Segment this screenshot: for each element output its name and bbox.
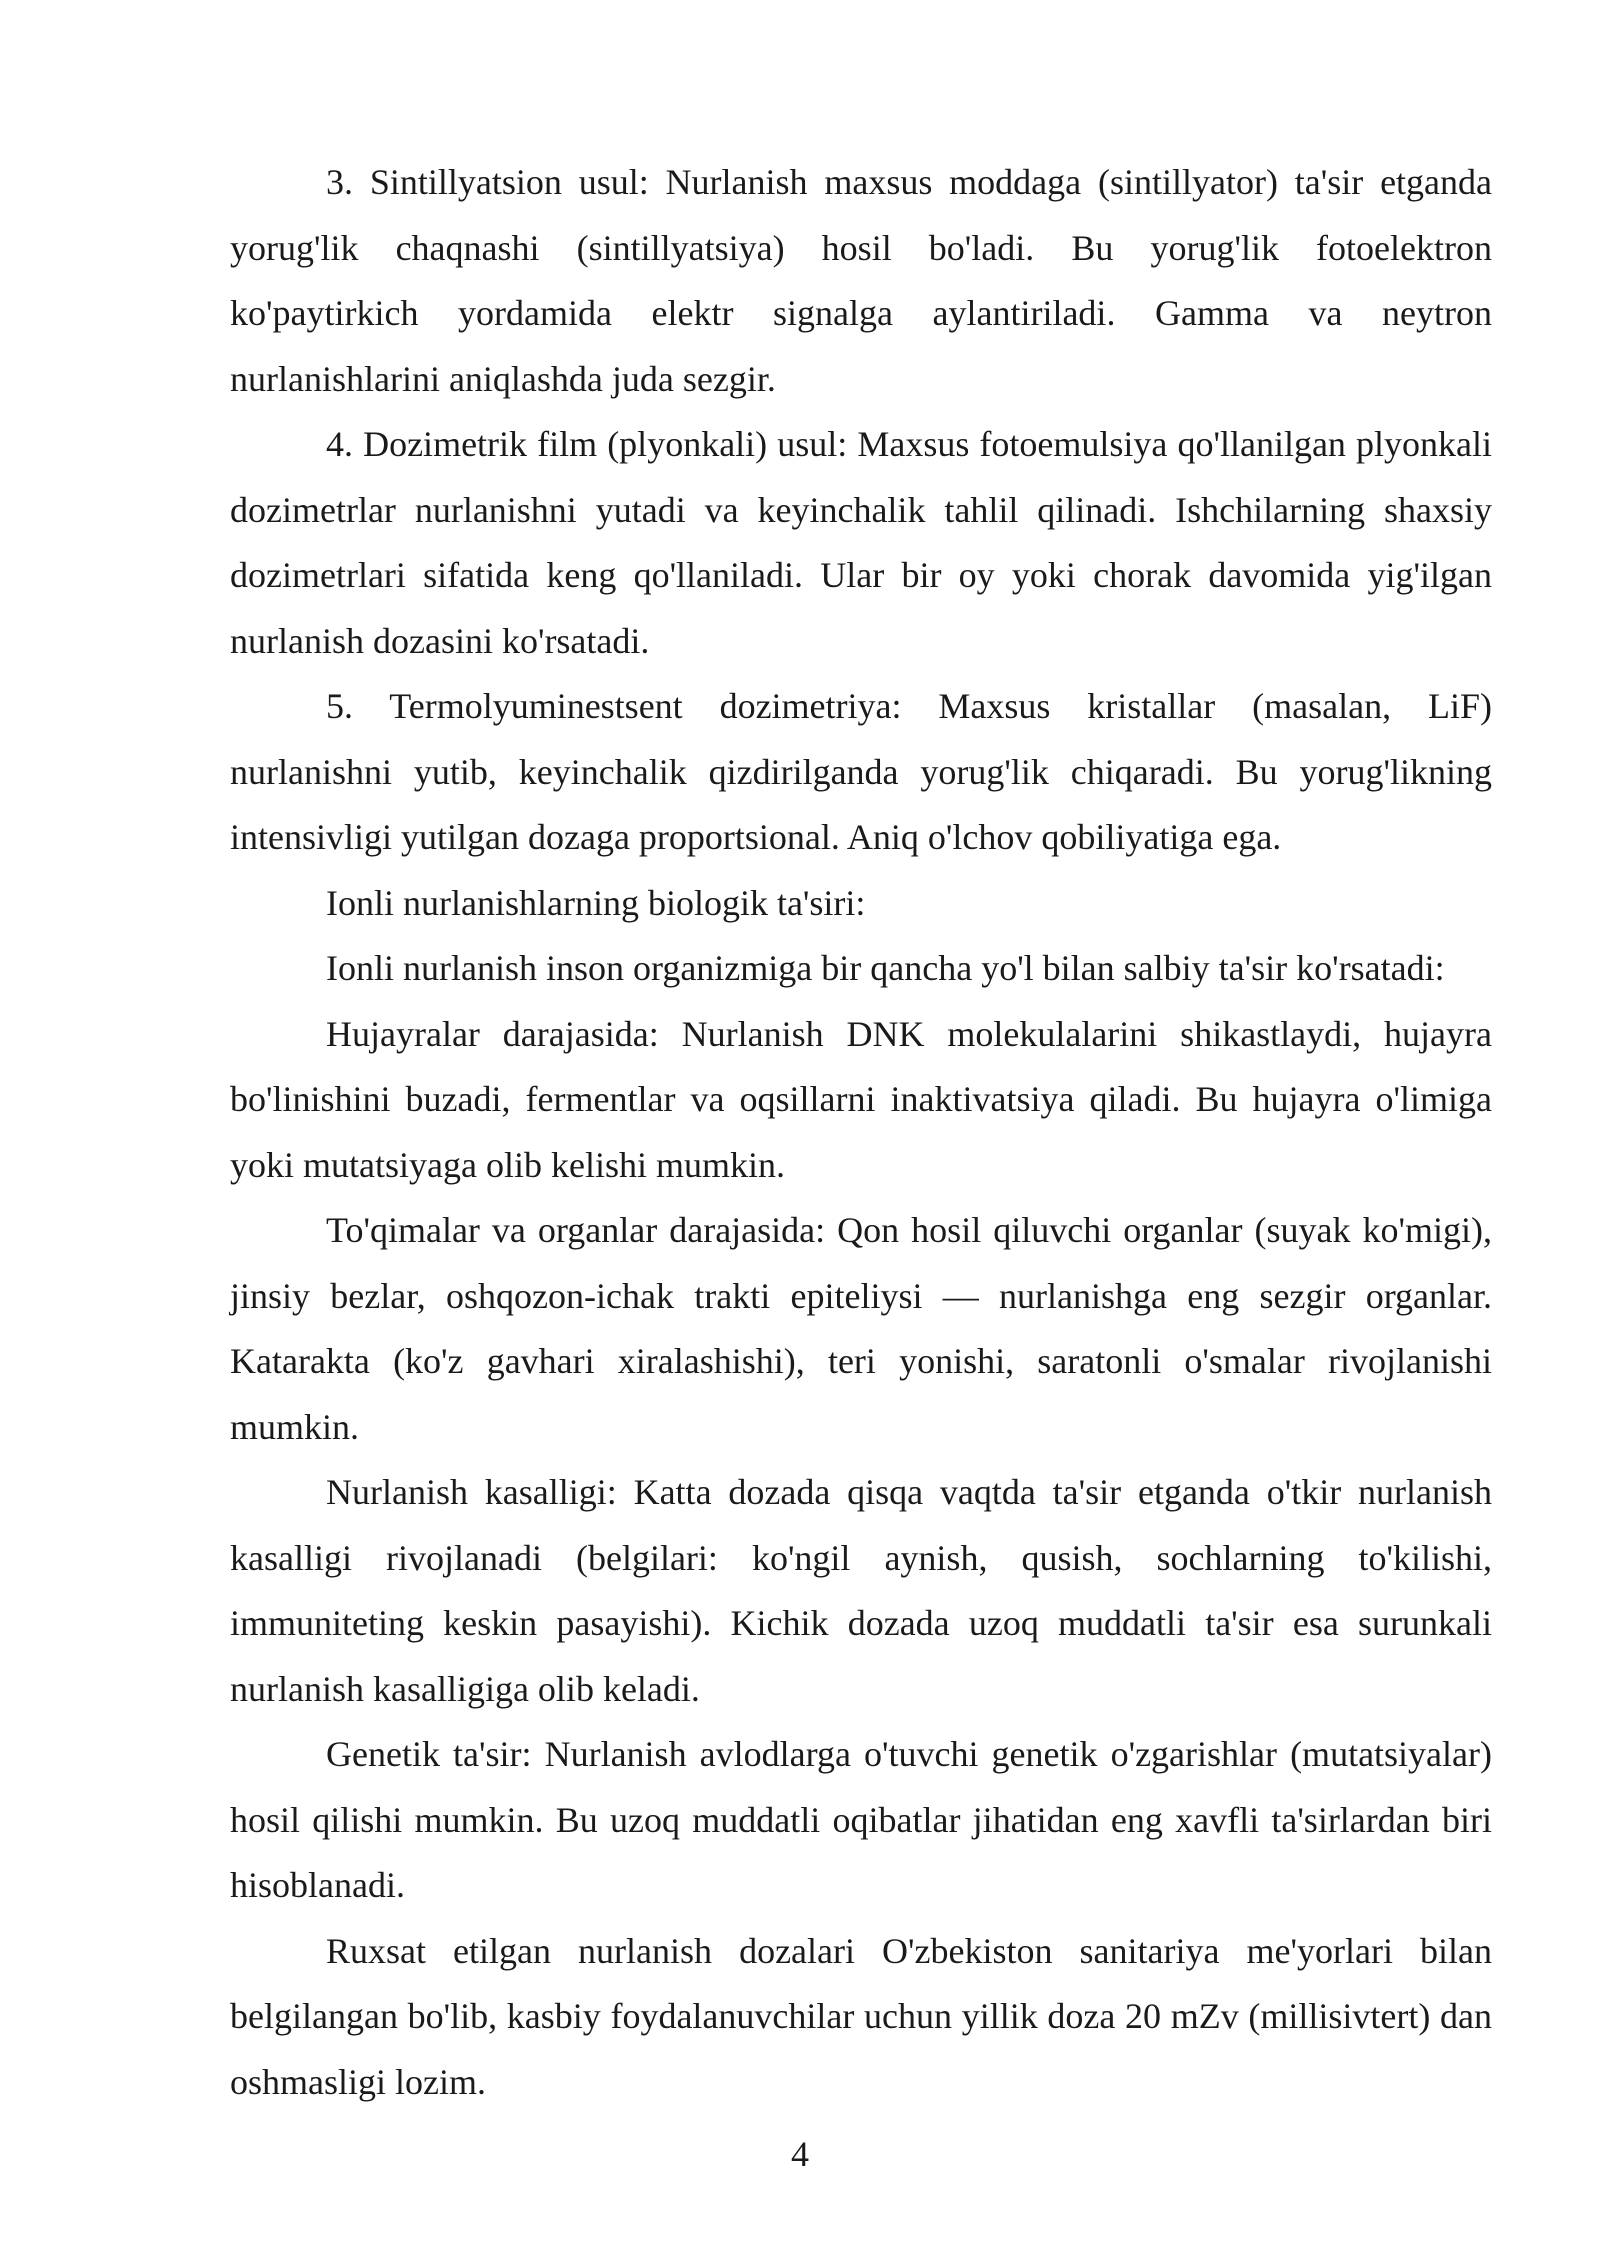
paragraph-permissible-doses: Ruxsat etilgan nurlanish dozalari O'zbekiston sanitariya me'yorlari bilan belgilangan bo'lib, kasbiy foydalanuvchilar uchun yillik doza 20 mZv (millisivtert) dan oshmasligi lozim.	[230, 1930, 1492, 2102]
paragraph-radiation-sickness: Nurlanish kasalligi: Katta dozada qisqa vaqtda ta'sir etganda o'tkir nurlanish kasalligi rivojlanadi (belgilari: ko'ngil aynish, qusish, sochlarning to'kilishi, immuniteting keskin pasayishi). Kichik dozada uzoq muddatli ta'sir esa surunkali nurlanish kasalligiga olib keladi.	[230, 1472, 1492, 1709]
paragraph-film-dosimetry: 4. Dozimetrik film (plyonkali) usul: Maxsus fotoemulsiya qo'llanilgan plyonkali dozimetrlar nurlanishni yutadi va keyinchalik tahlil qilinadi. Ishchilarning shaxsiy dozimetrlari sifatida keng qo'llaniladi. Ular bir oy yoki chorak davomida yig'ilgan nurlanish dozasini ko'rsatadi.	[230, 424, 1492, 661]
page-number: 4	[791, 2134, 809, 2174]
paragraph-biological-effects-intro: Ionli nurlanish inson organizmiga bir qancha yo'l bilan salbiy ta'sir ko'rsatadi:	[326, 948, 1445, 988]
paragraph-biological-effects-heading: Ionli nurlanishlarning biologik ta'siri:	[326, 882, 866, 923]
paragraph-cellular-level: Hujayralar darajasida: Nurlanish DNK molekulalarini shikastlaydi, hujayra bo'linishini buzadi, fermentlar va oqsillarni inaktivatsiya qiladi. Bu hujayra o'limiga yoki mutatsiyaga olib kelishi mumkin.	[230, 1013, 1492, 1185]
paragraph-tissue-organ-level: To'qimalar va organlar darajasida: Qon hosil qiluvchi organlar (suyak ko'migi), jinsiy bezlar, oshqozon-ichak trakti epiteliysi — nurlanishga eng sezgir organlar. Katarakta (ko'z gavhari xiralashishi), teri yonishi, saratonli o'smalar rivojlanishi mumkin.	[230, 1210, 1492, 1447]
paragraph-thermoluminescent-dosimetry: 5. Termolyuminestsent dozimetriya: Maxsus kristallar (masalan, LiF) nurlanishni yutib, keyinchalik qizdirilganda yorug'lik chiqaradi. Bu yorug'likning intensivligi yutilgan dozaga proportsional. Aniq o'lchov qobiliyatiga ega.	[230, 686, 1492, 857]
body-text	[230, 150, 1492, 2115]
paragraph-scintillation-method: 3. Sintillyatsion usul: Nurlanish maxsus moddaga (sintillyator) ta'sir etganda yorug'lik chaqnashi (sintillyatsiya) hosil bo'ladi. Bu yorug'lik fotoelektron ko'paytirkich yordamida elektr signalga aylantiriladi. Gamma va neytron nurlanishlarini aniqlashda juda sezgir.	[230, 162, 1492, 399]
paragraph-genetic-effect: Genetik ta'sir: Nurlanish avlodlarga o'tuvchi genetik o'zgarishlar (mutatsiyalar) hosil qilishi mumkin. Bu uzoq muddatli oqibatlar jihatidan eng xavfli ta'sirlardan biri hisoblanadi.	[230, 1734, 1492, 1905]
